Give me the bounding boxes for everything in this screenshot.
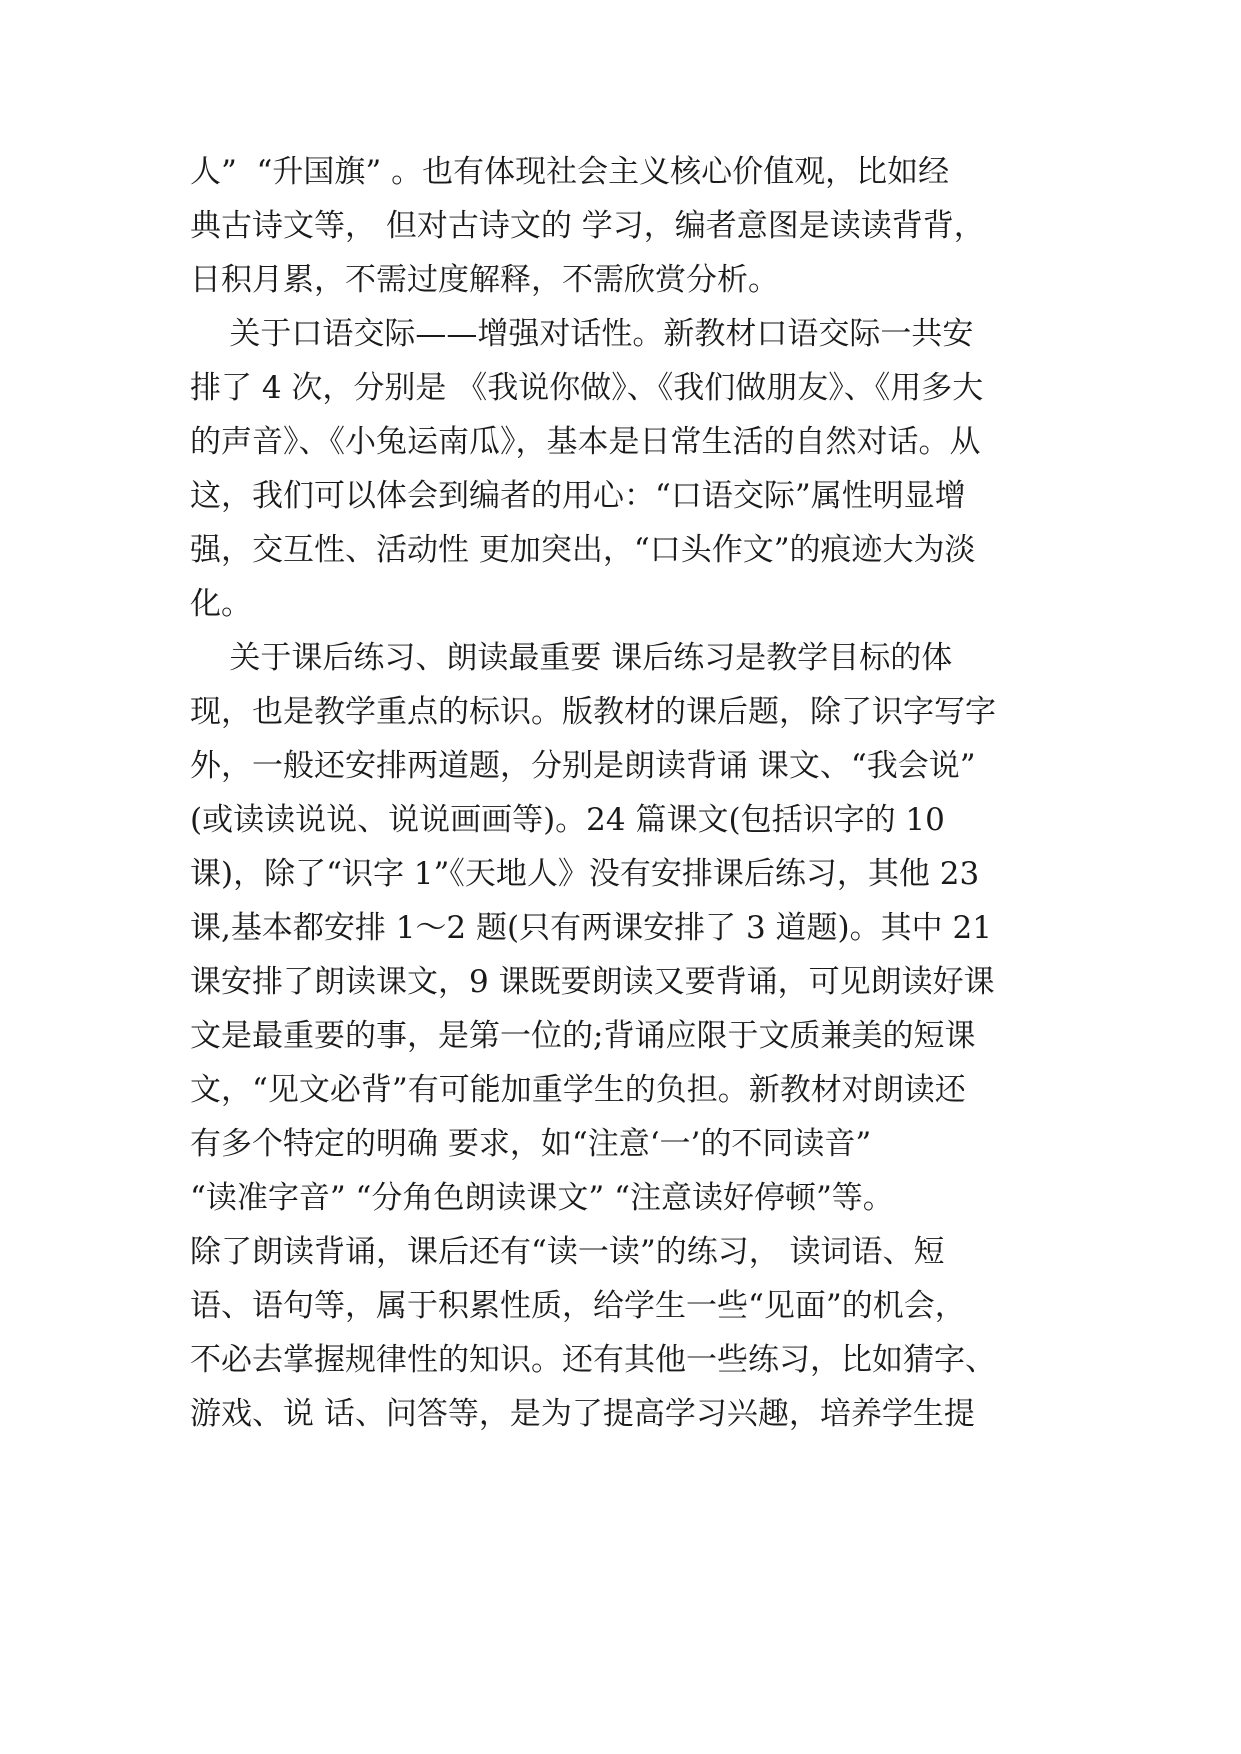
text-line: 课,基本都安排 1～2 题(只有两课安排了 3 道题)。其中 21: [190, 910, 992, 946]
text-line: 这，我们可以体会到编者的用心：“口语交际”属性明显增: [190, 478, 966, 514]
text-line: 典古诗文等， 但对古诗文的 学习，编者意图是读读背背，: [190, 208, 985, 244]
text-line: 外，一般还安排两道题，分别是朗读背诵 课文、“我会说”: [190, 748, 976, 784]
text-line: “读准字音” “分角色朗读课文” “注意读好停顿”等。: [190, 1180, 894, 1216]
text-line: 人” “升国旗” 。也有体现社会主义核心价值观，比如经: [190, 154, 950, 190]
text-line: 文，“见文必背”有可能加重学生的负担。新教材对朗读还: [190, 1072, 966, 1108]
text-line: 不必去掌握规律性的知识。还有其他一些练习，比如猜字、: [190, 1342, 996, 1378]
text-line: 有多个特定的明确 要求，如“注意‘一’的不同读音”: [190, 1126, 872, 1162]
text-line: 关于口语交际——增强对话性。新教材口语交际一共安: [190, 316, 974, 352]
text-line: 课安排了朗读课文，9 课既要朗读又要背诵，可见朗读好课: [190, 964, 995, 1000]
text-line: 化。: [190, 586, 252, 622]
text-line: 强，交互性、活动性 更加突出，“口头作文”的痕迹大为淡: [190, 532, 976, 568]
text-line: 语、语句等，属于积累性质，给学生一些“见面”的机会，: [190, 1288, 966, 1324]
text-line: 的声音》、《小兔运南瓜》，基本是日常生活的自然对话。从: [190, 424, 981, 460]
text-line: 游戏、说 话、问答等，是为了提高学习兴趣，培养学生提: [190, 1396, 975, 1432]
text-line: 现，也是教学重点的标识。版教材的课后题，除了识字写字: [190, 694, 996, 730]
text-line: 除了朗读背诵，课后还有“读一读”的练习， 读词语、短: [190, 1234, 945, 1270]
text-line: 课)，除了“识字 1”《天地人》没有安排课后练习，其他 23: [190, 856, 980, 892]
text-line: 关于课后练习、朗读最重要 课后练习是教学目标的体: [190, 640, 953, 676]
text-line: 日积月累，不需过度解释，不需欣赏分析。: [190, 262, 779, 298]
text-line: 排了 4 次，分别是 《我说你做》、《我们做朋友》、《用多大: [190, 370, 984, 406]
text-line: (或读读说说、说说画画等)。24 篇课文(包括识字的 10: [190, 802, 945, 838]
text-line: 文是最重要的事，是第一位的;背诵应限于文质兼美的短课: [190, 1018, 976, 1054]
